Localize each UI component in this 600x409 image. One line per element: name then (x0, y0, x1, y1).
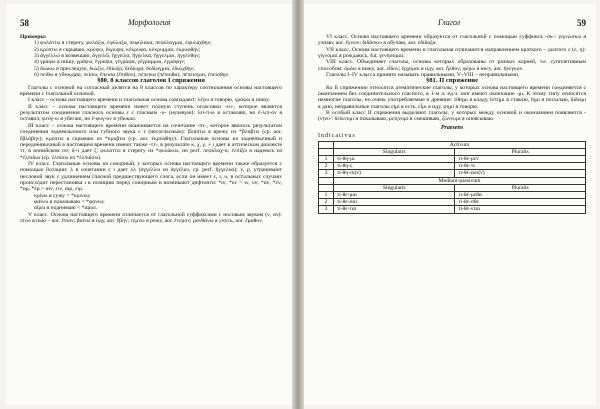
table-cell: τί-θε-μεν (455, 155, 586, 162)
medium-passivum-header: Medium-passivum (334, 177, 586, 184)
table-cell: τί-θη-σι(ν) (334, 170, 455, 177)
paragraph: Глаголы I–IV класса принято называть правильными, V–VIII – неправильными. (326, 72, 520, 79)
example-line: κρίνω я сужу < *κρινιω; (34, 192, 91, 199)
singularis-header: Singularis (334, 184, 455, 191)
right-page-body (318, 34, 586, 214)
table-row (319, 184, 586, 191)
table-cell: τί-θε-μαι (334, 191, 455, 198)
table-cell: τί-θη-ς (334, 163, 455, 170)
person-number: 3 (319, 206, 334, 213)
example-line: 4) γράφω я пишу, γράψω, ἔγραψα, γέγραφα, γέγραμμαι, ἐγράφην; (34, 59, 186, 66)
left-running-title: Морфология (128, 18, 171, 27)
example-line: φαίνω я показываю < *φανιω; (34, 198, 105, 205)
person-number: 2 (319, 199, 334, 206)
table-row (319, 148, 586, 155)
praesens-label: Praesens (440, 124, 464, 131)
table-row (319, 177, 586, 184)
left-page-body (20, 34, 282, 224)
section-title-81: §81. II спряжение (425, 77, 479, 85)
table-cell: τί-θε-τε (455, 163, 586, 170)
table-row (319, 206, 586, 213)
left-page-number: 58 (20, 18, 29, 28)
example-line: 2) κρύπτω я скрываю, κρύψω, ἔκρυψα, κέκρυφα, κέκρυμμαι, ἐκρύφθην; (34, 46, 201, 53)
table-cell: τί-θε-νται (455, 206, 586, 213)
paragraph: VIII класс. Объединяет глаголы, основы которых образованы от разных корней, т.е. супплетивным способом: ὁράω я вижу, aor. εἶδον; ἔρχομαι я иду, aor. ἦλθον; φέρω я несу, aor. ἤνεγκον. (318, 59, 586, 72)
left-running-head (20, 18, 282, 28)
person-number: 2 (319, 163, 334, 170)
pluralis-header: Pluralis (455, 148, 586, 155)
examples-heading: Примеры: (20, 34, 47, 40)
table-cell: τί-θε-ται (334, 206, 455, 213)
table-cell: τί-θε-σθε (455, 199, 586, 206)
paragraph: Ко II спряжению относятся атематические глаголы, у которых основа настоящего времени соединяется с окончанием без соединительного гласного, в 1-м л. ед.ч. они имеют окончание -μι. К этому типу относятся немногие глаголы, но очень употребляемые и древние: τίθημι я кладу, ἵστημι я ставлю, ἵημι я посылаю, δίδωμι я даю; неправильные глаголы εἰμί я есть, εἶμι я иду, φημί я говорю. (318, 84, 586, 110)
book-gutter (292, 0, 304, 409)
table-cell: τι-θέ-ασι(ν) (455, 170, 586, 177)
paragraph: V класс. Основа настоящего времени отличается от глагольной суффиксами с носовым звуком (ν, αν): πίνω я пью – aor. ἔπιον; βαίνω я иду, aor. ἔβην; τέμνω я режу, aor. ἔτεμον; μανθάνω я учусь, aor. ἔμαθον. (20, 211, 282, 224)
paragraph: VI класс. Основа настоящего времени образуется от глагольной с помощью суффикса -σκ-: γιγνώσκω я узнаю, aor. ἔγνων; διδάσκω я обучаю, aor. ἐδίδαξα. (318, 34, 586, 47)
table-row (319, 170, 586, 177)
table-cell: τι-θέ-μεθα (455, 191, 586, 198)
paragraph: IV класс. Глагольные основы на сонорный, у которых основа настоящего времени также образуется с помощью йотации: λ в сочетании с ι дает λλ (ἀγγέλλω из ἀγγέλιω, ср. perf. ἤγγελκα); ν, ρ, утрачивают несловой звук с удлинением гласной предшествующего слога, если он имеет ε, ι, υ, в остальных случаях происходит перестановка ι в позицию перед сонорным и возникают дифтонги: *ιν, *υν > ιν, υν; *αν, *εν, *αρ, *ερ > αιν, ειν, αιρ, ειρ. (20, 160, 282, 193)
section-title-80: §80. 8 классов глаголов I спряжения (97, 77, 205, 85)
pluralis-header: Pluralis (455, 184, 586, 191)
conjugation-table (318, 141, 586, 214)
table-row (319, 199, 586, 206)
table-row (319, 155, 586, 162)
right-running-title: Глагол (438, 18, 461, 27)
paragraph: II класс – основа настоящего времени имеет полную ступень огласовки -ευ-, которое является результатом соединения гласного основы ε с гласным -υ- (нулевую): λεί-π-ω я оставляю, но ἔ-λιπ-ον я оставил; φεύγ-ω я убегаю, но ἔ-φυγ-ον я убежал. (20, 103, 282, 123)
activum-header: Activum (334, 141, 586, 148)
right-page-number: 59 (577, 18, 586, 28)
person-number: 1 (319, 191, 334, 198)
paragraph: В особый класс II спряжения выделяют глаголы, у которых между основой и окончанием появляется -(ν)νυ-: δείκνυμι я показываю, μείγνυμι я смешиваю, ζώννυμι я опоясываю. (318, 110, 586, 123)
table-row (319, 163, 586, 170)
table-row (319, 191, 586, 198)
person-number: 3 (319, 170, 334, 177)
table-cell: τί-θη-μι (334, 155, 455, 162)
paragraph: VII класс. Основа настоящего времени и глагольная отличаются направлением краткого – долгого ε (ε, η): γίγνομαι я рождаюсь, fut. γενήσομαι. (318, 46, 586, 60)
example-line: 6) πείθω я убеждаю, πείσω, ἔπεισα (ἔπιθον), πέπεικα (πέποιθα), πέπεισμαι, ἐπείσθην. (34, 72, 230, 79)
right-page (304, 4, 596, 405)
example-line: 1) φυλάττω я стерегу, φυλάξω, ἐφύλαξα, πεφύλακα, πεφύλαγμαι, ἐφυλάχθην; (34, 40, 212, 47)
example-line: αἴρω я поднимаю < *αριω. (34, 205, 97, 212)
person-number: 1 (319, 155, 334, 162)
table-row (319, 141, 586, 148)
indicativus-label: Indicativus (318, 133, 356, 140)
paragraph: Глаголы с основой на согласный делятся на 8 классов по характеру соотношения основы настоящего времени с глагольной основой. (20, 84, 282, 98)
left-page (6, 4, 292, 405)
paragraph: I класс – основа настоящего времени и глагольная основа совпадают: λέγω я говорю, γράφω я пишу. (28, 97, 270, 104)
example-line: 3) ἀγγέλλω я возвещаю, ἀγγελῶ, ἤγγειλα, ἤγγελκα, ἤγγελμαι, ἠγγέλθην; (34, 53, 201, 60)
table-cell: τί-θε-σαι (334, 199, 455, 206)
example-line: 5) διώκω я преследую, διώξω, ἐδίωξα, δεδίωχα, δεδίωγμαι, ἐδιώχθην; (34, 65, 195, 72)
singularis-header: Singularis (334, 148, 455, 155)
paragraph: III класс – основа настоящего времени оканчивается на сочетание -πτ-, которое явилось результатом соединения заднеязычного или губного звука с τ (несогласным): βλάπτω я врежу из *βλαβτω (ср. aor. ἔβλάβην); κρύπτω я скрываю из *κρυβτω (ср. aor. ἐκρύφθην). Глагольные основы на заднеязычный и переднеязычный в настоящем времени имеют также -ττ-, в результате κ, χ, γ, + ι дает в аттическом диалекте ττ, в ионийском σσ; δ+ι дает ζ: φυλάττω я стерегу из *φυλάκιω, но perf. πεφύλαχ-α; ἐλπίζω я надеюсь из *ἐλπιδιω (ср. ἐλπίσω из *ἐλπιδσω). (20, 122, 282, 161)
